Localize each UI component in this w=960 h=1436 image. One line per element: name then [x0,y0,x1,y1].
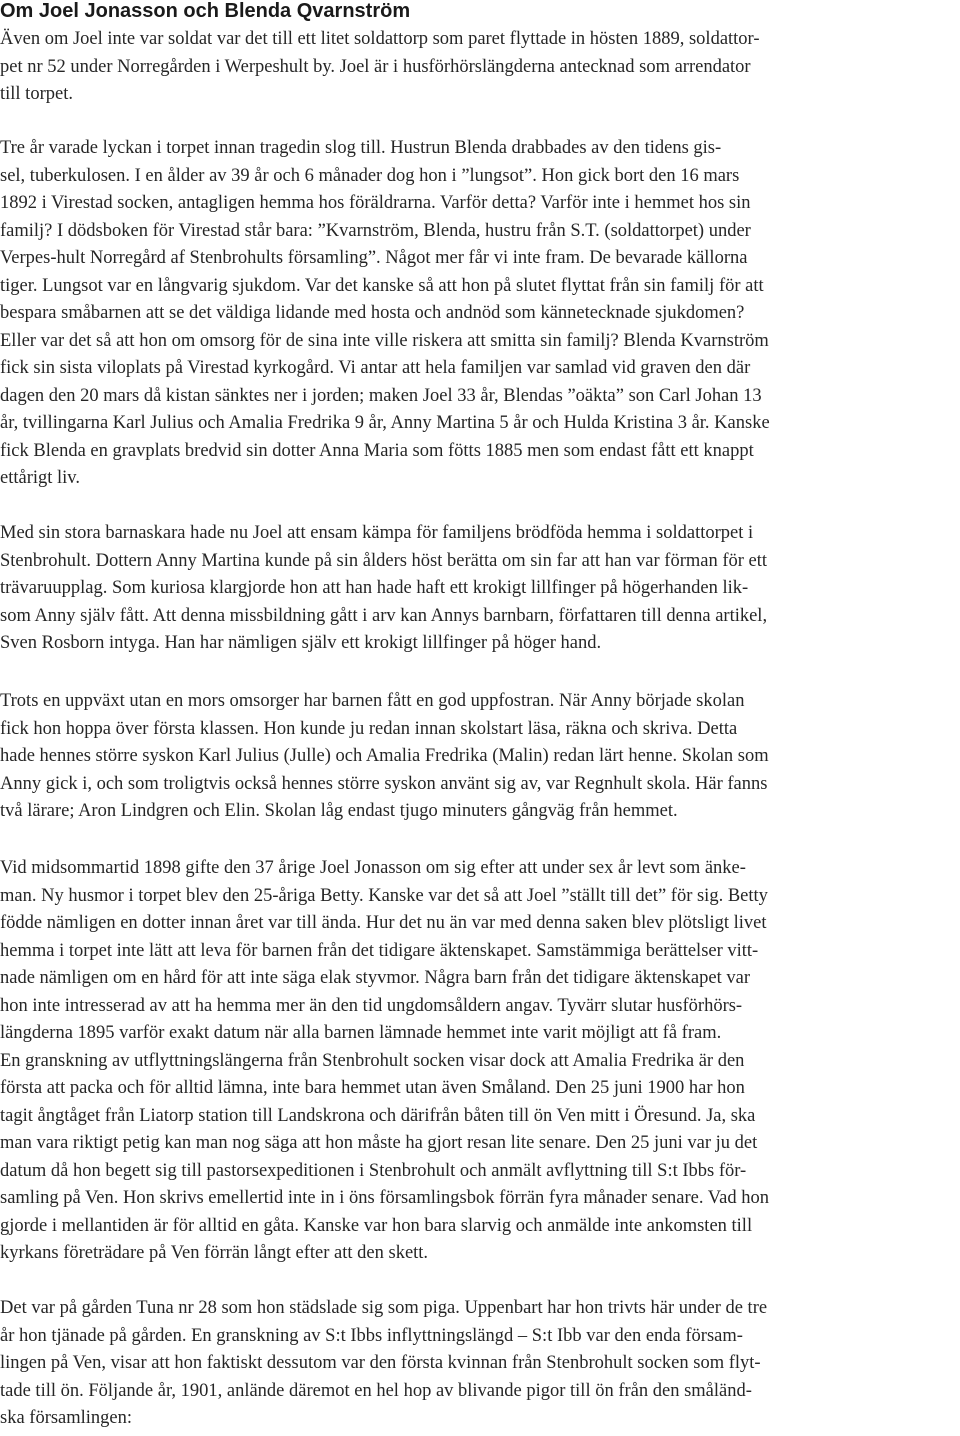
text-line: tiger. Lungsot var en långvarig sjukdom. Var det kanske så att hon på slutet flyttat från sin familj för att [0,275,764,296]
text-line: Stenbrohult. Dottern Anny Martina kunde på sin ålders höst berätta om sin far att han var förman för ett [0,550,768,571]
text-line: gjorde i mellantiden är för alltid en gåta. Kanske var hon bara slarvig och anmälde inte ankomsten till [0,1215,753,1236]
text-line: Sven Rosborn intyga. Han har nämligen själv ett krokigt lillfinger på höger hand. [0,633,602,653]
text-line: ska församlingen: [0,1408,133,1428]
text-line: ettårigt liv. [0,468,80,488]
text-line: till torpet. [0,84,73,104]
text-line: fick sin sista viloplats på Virestad kyrkogård. Vi antar att hela familjen var samlad vid graven den där [0,358,751,378]
text-line: kyrkans företrädare på Ven förrän långt efter att den skett. [0,1243,429,1263]
text-line: lingen på Ven, visar att hon faktiskt dessutom var den första kvinnan från Stenbrohult socken som flyt- [0,1353,761,1373]
text-line: 1892 i Virestad socken, antagligen hemma hos föräldrarna. Varför detta? Varför inte i hemmet hos sin [0,193,751,213]
text-line: En granskning av utflyttningslängerna från Stenbrohult socken visar dock att Amalia Fredrika är den [0,1050,745,1071]
text-line: dagen den 20 mars då kistan sänktes ner i jorden; maken Joel 33 år, Blendas ”oäkta” son Carl Johan 13 [0,385,762,406]
text-line: samling på Ven. Hon skrivs emellertid inte in i öns församlingsbok förrän fyra månader senare. Vad hon [0,1188,769,1208]
text-line: Anny gick i, och som troligtvis också hennes större syskon använt sig av, var Regnhult skola. Här fanns [0,773,768,794]
text-line: sel, tuberkulosen. I en ålder av 39 år och 6 månader dog hon i ”lungsot”. Hon gick bort den 16 mars [0,165,740,186]
text-line: hon inte intresserad av att ha hemma mer än den tid ungdomsåldern angav. Tyvärr slutar husförhörs- [0,995,743,1016]
text-line: bespara småbarnen att se det väldiga lidande med hosta och andnöd som kännetecknade sjukdomen? [0,303,745,323]
text-line: Trots en uppväxt utan en mors omsorger har barnen fått en god uppfostran. När Anny började skolan [0,691,745,711]
text-line: år, tvillingarna Karl Julius och Amalia Fredrika 9 år, Anny Martina 5 år och Hulda Kristina 3 år. Kanske [0,413,770,433]
text-line: Verpes-hult Norregård af Stenbrohults församling”. Något mer får vi inte fram. De bevarade källorna [0,248,748,268]
text-line: familj? I dödsboken för Virestad står bara: ”Kvarnström, Blenda, hustru från S.T. (soldattorpet) under [0,220,751,241]
text-line: fick Blenda en gravplats bredvid sin dotter Anna Maria som fötts 1885 men som endast fått ett knappt [0,440,754,461]
text-line: man. Ny husmor i torpet blev den 25-åriga Betty. Kanske var det så att Joel ”ställt till det” för sig. Betty [0,885,768,906]
text-line: nade nämligen om en hård för att inte säga elak styvmor. Några barn från det tidigare äktenskapet var [0,968,750,988]
text-line: längderna 1895 varför exakt datum när alla barnen lämnade hemmet inte varit möjligt att få fram. [0,1023,722,1043]
text-line: Även om Joel inte var soldat var det till ett litet soldattorp som paret flyttade in hösten 1889, soldattor- [0,29,760,49]
text-line: fick hon hoppa över första klassen. Hon kunde ju redan innan skolstart läsa, räkna och skriva. Detta [0,718,738,739]
text-line: hade hennes större syskon Karl Julius (Julle) och Amalia Fredrika (Malin) redan lärt henne. Skolan som [0,746,769,766]
text-line: man vara riktigt petig kan man nog säga att hon måste ha gjort resan lite senare. Den 25 juni var ju det [0,1133,758,1153]
text-line: pet nr 52 under Norregården i Werpeshult by. Joel är i husförhörslängderna antecknad som arrendator [0,56,751,77]
document-title: Om Joel Jonasson och Blenda Qvarnström [0,0,411,22]
text-line: hemma i torpet inte lätt att leva för barnen från det tidigare äktenskapet. Samstämmiga berättelser vitt- [0,940,759,961]
text-line: tagit ångtåget från Liatorp station till Landskrona och därifrån båten till ön Ven mitt i Öresund. Ja, ska [0,1105,756,1126]
text-line: datum då hon begett sig till pastorsexpeditionen i Stenbrohult och anmält avflyttning till S:t Ibbs för- [0,1160,747,1181]
text-line: Med sin stora barnaskara hade nu Joel att ensam kämpa för familjens brödföda hemma i soldattorpet i [0,523,754,543]
text-line: första att packa och för alltid lämna, inte bara hemmet utan även Småland. Den 25 juni 1900 har hon [0,1078,745,1098]
text-line: som Anny själv fått. Att denna missbildning gått i arv kan Annys barnbarn, författaren till denna artikel, [0,605,768,626]
text-line: trävaruupplag. Som kuriosa klargjorde hon att han hade haft ett krokigt lillfinger på högerhanden lik- [0,578,749,598]
text-line: tade till ön. Följande år, 1901, anlände däremot en hel hop av blivande pigor till ön från den småländ- [0,1380,752,1401]
text-line: Tre år varade lyckan i torpet innan tragedin slog till. Hustrun Blenda drabbades av den tidens gis- [0,138,722,158]
text-line: Det var på gården Tuna nr 28 som hon städslade sig som piga. Uppenbart har hon trivts här under de tre [0,1298,768,1318]
text-line: Eller var det så att hon om omsorg för de sina inte ville riskera att smitta sin familj? Blenda Kvarnström [0,330,769,351]
text-line: födde nämligen en dotter innan året var till ända. Hur det nu än var med denna saken blev plötsligt livet [0,913,767,933]
text-line: Vid midsommartid 1898 gifte den 37 årige Joel Jonasson om sig efter att under sex år levt som änke- [0,858,746,878]
text-line: år hon tjänade på gården. En granskning av S:t Ibbs inflyttningslängd – S:t Ibb var den enda försam- [0,1325,743,1346]
text-line: två lärare; Aron Lindgren och Elin. Skolan låg endast tjugo minuters gångväg från hemmet. [0,801,678,821]
